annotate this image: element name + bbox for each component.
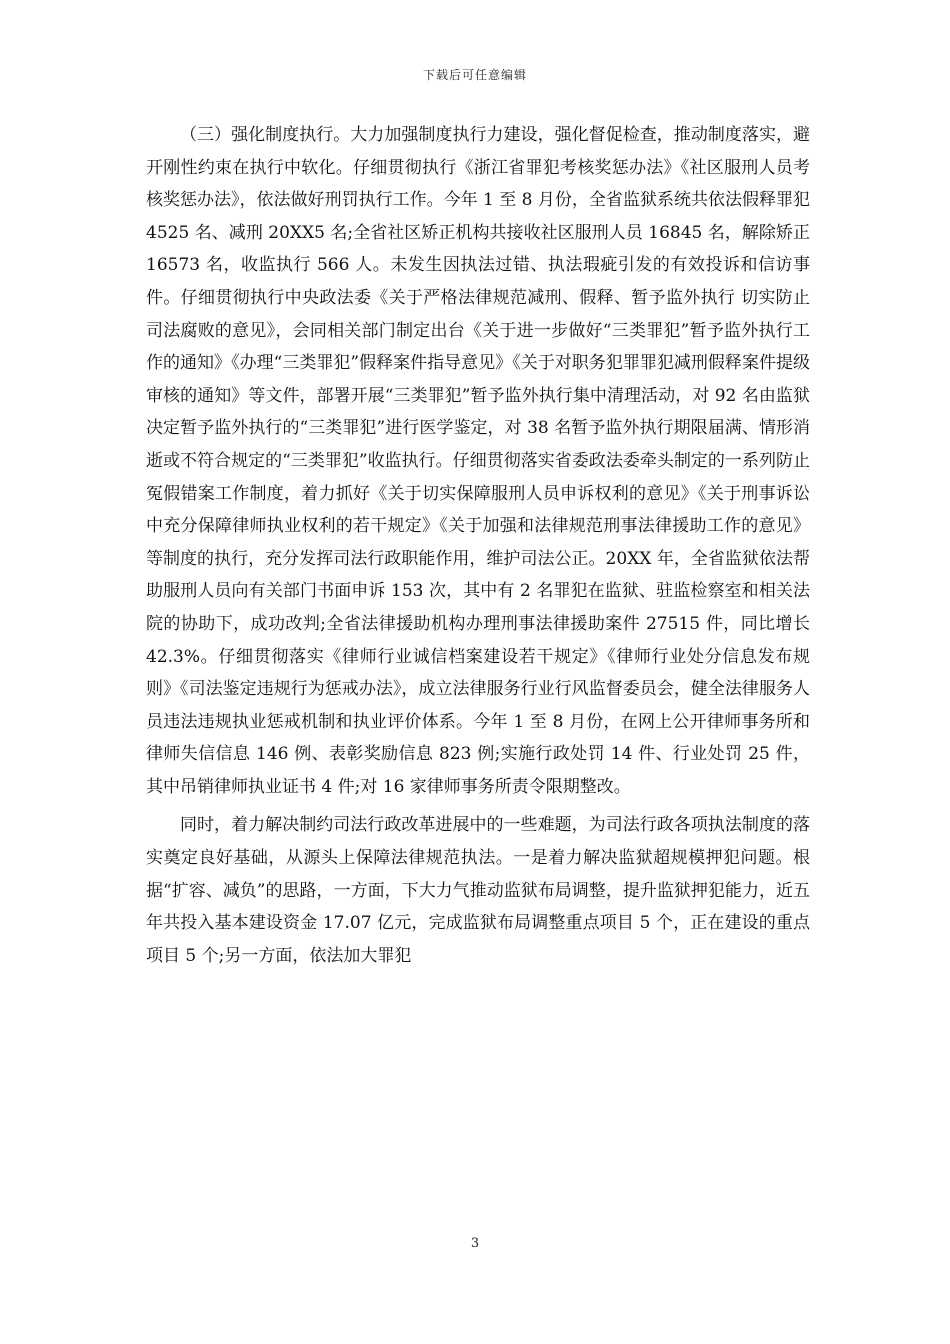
- page-header: 下载后可任意编辑: [422, 68, 527, 82]
- document-body: [146, 119, 810, 972]
- paragraph-strengthen-system-execution: （三）强化制度执行。大力加强制度执行力建设，强化督促检查，推动制度落实，避开刚性约束在执行中软化。仔细贯彻执行《浙江省罪犯考核奖惩办法》《社区服刑人员考核奖惩办法》，依法做好刑罚执行工作。今年 1 至 8 月份，全省监狱系统共依法假释罪犯 4525 名、减刑 20XX5 名;全省社区矫正机构共接收社区服刑人员 16845 名，解除矫正 16573 名，收监执行 566 人。未发生因执法过错、执法瑕疵引发的有效投诉和信访事件。仔细贯彻执行中央政法委《关于严格法律规范减刑、假释、暂予监外执行 切实防止司法腐败的意见》，会同相关部门制定出台《关于进一步做好“三类罪犯”暂予监外执行工作的通知》《办理“三类罪犯”假释案件指导意见》《关于对职务犯罪罪犯减刑假释案件提级审核的通知》等文件，部署开展“三类罪犯”暂予监外执行集中清理活动，对 92 名由监狱决定暂予监外执行的“三类罪犯”进行医学鉴定，对 38 名暂予监外执行期限届满、情形消逝或不符合规定的“三类罪犯”收监执行。仔细贯彻落实省委政法委牵头制定的一系列防止冤假错案工作制度，着力抓好《关于切实保障服刑人员申诉权利的意见》《关于刑事诉讼中充分保障律师执业权利的若干规定》《关于加强和法律规范刑事法律援助工作的意见》等制度的执行，充分发挥司法行政职能作用，维护司法公正。20XX 年，全省监狱依法帮助服刑人员向有关部门书面申诉 153 次，其中有 2 名罪犯在监狱、驻监检察室和相关法院的协助下，成功改判;全省法律援助机构办理刑事法律援助案件 27515 件，同比增长 42.3%。仔细贯彻落实《律师行业诚信档案建设若干规定》《律师行业处分信息发布规则》《司法鉴定违规行为惩戒办法》，成立法律服务行业行风监督委员会，健全法律服务人员违法违规执业惩戒机制和执业评价体系。今年 1 至 8 月份，在网上公开律师事务所和律师失信信息 146 例、表彰奖励信息 823 例;实施行政处罚 14 件、行业处罚 25 件，其中吊销律师执业证书 4 件;对 16 家律师事务所责令限期整改。: [146, 125, 810, 797]
- paragraph-solve-reform-difficulties: 同时，着力解决制约司法行政改革进展中的一些难题，为司法行政各项执法制度的落实奠定良好基础，从源头上保障法律规范执法。一是着力解决监狱超规模押犯问题。根据“扩容、减负”的思路，一方面，下大力气推动监狱布局调整，提升监狱押犯能力，近五年共投入基本建设资金 17.07 亿元，完成监狱布局调整重点项目 5 个，正在建设的重点项目 5 个;另一方面，依法加大罪犯: [146, 815, 810, 966]
- page-number: 3: [470, 1236, 480, 1251]
